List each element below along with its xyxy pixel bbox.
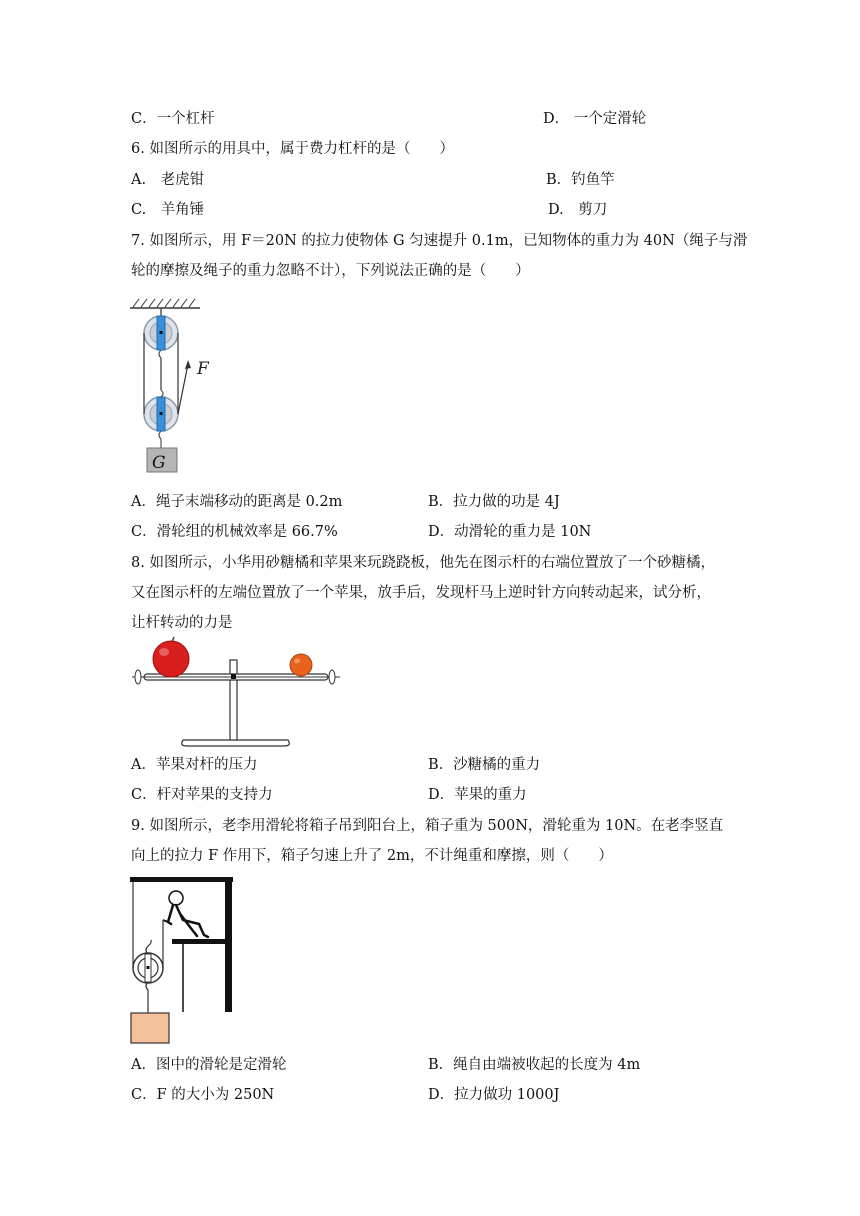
q7-option-d: D．动滑轮的重力是 10N <box>428 524 592 540</box>
q7-force-label: F <box>197 359 209 379</box>
q6-stem: 6. 如图所示的用具中，属于费力杠杆的是（ ） <box>131 141 454 157</box>
q7-stem-line2: 轮的摩擦及绳子的重力忽略不计），下列说法正确的是（ ） <box>131 263 530 279</box>
q5-option-d: D． 一个定滑轮 <box>543 111 647 127</box>
q6-option-c: C. 羊角锤 <box>131 202 205 218</box>
q9-balcony-figure <box>125 872 240 1047</box>
q9-option-b: B．绳自由端被收起的长度为 4m <box>428 1057 641 1073</box>
q8-orange <box>290 654 312 676</box>
q7-option-a: A．绳子末端移动的距离是 0.2m <box>131 494 343 510</box>
q5-option-c: C．一个杠杆 <box>131 111 215 127</box>
q7-block-label: G <box>152 453 166 473</box>
q8-option-c: C．杆对苹果的支持力 <box>131 787 273 803</box>
q9-stem-line2: 向上的拉力 F 作用下，箱子匀速上升了 2m，不计绳重和摩擦，则（ ） <box>131 848 613 864</box>
q9-option-c: C．F 的大小为 250N <box>131 1087 275 1103</box>
q8-seesaw-figure <box>128 636 343 750</box>
q7-option-c: C．滑轮组的机械效率是 66.7% <box>131 524 338 540</box>
q7-stem-line1: 7. 如图所示，用 F＝20N 的拉力使物体 G 匀速提升 0.1m，已知物体的重力为 40N（绳子与滑 <box>131 233 748 249</box>
q6-option-a: A. 老虎钳 <box>131 172 205 188</box>
q9-option-a: A．图中的滑轮是定滑轮 <box>131 1057 287 1073</box>
q8-option-a: A．苹果对杆的压力 <box>131 757 258 773</box>
q6-option-b: B．钓鱼竿 <box>546 172 615 188</box>
q9-option-d: D．拉力做功 1000J <box>428 1087 560 1103</box>
q8-stem-line1: 8. 如图所示，小华用砂糖橘和苹果来玩跷跷板，他先在图示杆的右端位置放了一个砂糖橘， <box>131 555 715 571</box>
q7-option-b: B．拉力做的功是 4J <box>428 494 560 510</box>
q8-option-b: B．沙糖橘的重力 <box>428 757 541 773</box>
q8-stem-line2: 又在图示杆的左端位置放了一个苹果，放手后，发现杆马上逆时针方向转动起来，试分析， <box>131 585 711 601</box>
q9-stem-line1: 9. 如图所示，老李用滑轮将箱子吊到阳台上，箱子重为 500N，滑轮重为 10N。在老李竖直 <box>131 818 724 834</box>
q9-box <box>131 1013 169 1043</box>
q6-option-d: D. 剪刀 <box>548 202 608 218</box>
q8-apple <box>153 641 189 677</box>
q8-option-d: D．苹果的重力 <box>428 787 527 803</box>
q8-stem-line3: 让杆转动的力是 <box>131 615 233 631</box>
q7-pulley-figure <box>125 294 225 476</box>
